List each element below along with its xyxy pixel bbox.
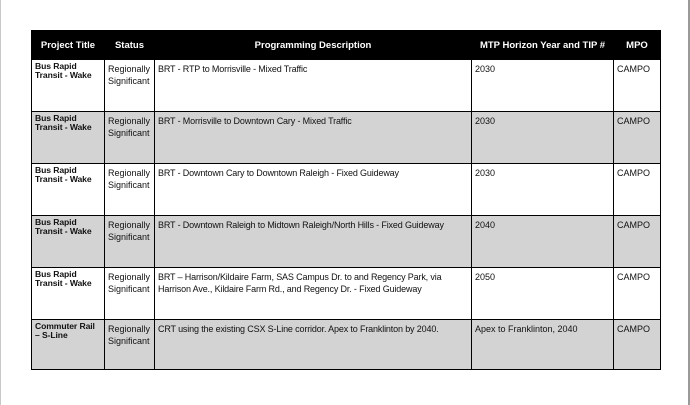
status: Regionally Significant xyxy=(108,64,151,86)
mtp-horizon: 2050 xyxy=(475,272,496,282)
project-title: Bus Rapid Transit - Wake xyxy=(35,165,92,184)
project-table xyxy=(31,30,661,370)
project-title-cell xyxy=(32,112,105,164)
status: Regionally Significant xyxy=(108,220,151,242)
project-title: Bus Rapid Transit - Wake xyxy=(35,269,92,288)
project-title: Bus Rapid Transit - Wake xyxy=(35,61,92,80)
mpo-cell xyxy=(614,164,661,216)
mtp-horizon: 2030 xyxy=(475,116,496,126)
description-cell xyxy=(155,268,472,320)
table-row xyxy=(32,268,661,320)
project-title: Commuter Rail – S-Line xyxy=(35,321,95,340)
page-edge xyxy=(0,0,1,405)
mpo-cell xyxy=(614,268,661,320)
programming-description: CRT using the existing CSX S-Line corridor. Apex to Franklinton by 2040. xyxy=(158,324,439,334)
project-title: Bus Rapid Transit - Wake xyxy=(35,113,92,132)
horizon-cell xyxy=(472,216,614,268)
status-cell xyxy=(105,60,155,112)
programming-description: BRT - Downtown Raleigh to Midtown Raleigh/North Hills - Fixed Guideway xyxy=(158,220,444,230)
mpo: CAMPO xyxy=(617,168,651,178)
description-cell xyxy=(155,216,472,268)
table-row xyxy=(32,164,661,216)
horizon-cell xyxy=(472,164,614,216)
project-title-cell xyxy=(32,60,105,112)
project-title-cell xyxy=(32,216,105,268)
status-cell xyxy=(105,320,155,370)
status-cell xyxy=(105,164,155,216)
project-title-cell xyxy=(32,164,105,216)
mpo-cell xyxy=(614,216,661,268)
project-title-cell xyxy=(32,320,105,370)
horizon-cell xyxy=(472,320,614,370)
description-cell xyxy=(155,112,472,164)
table-row xyxy=(32,60,661,112)
mtp-horizon: 2030 xyxy=(475,168,496,178)
programming-description: BRT – Harrison/Kildaire Farm, SAS Campus Dr. to and Regency Park, via Harrison Ave., Kildaire Farm Rd., and Regency Dr. - Fixed Guideway xyxy=(158,272,442,294)
status-cell xyxy=(105,112,155,164)
mpo: CAMPO xyxy=(617,272,651,282)
header-mpo: MPO xyxy=(614,31,661,60)
header-status: Status xyxy=(105,31,155,60)
mpo-cell xyxy=(614,112,661,164)
status: Regionally Significant xyxy=(108,168,151,190)
status-cell xyxy=(105,216,155,268)
mtp-horizon: Apex to Franklinton, 2040 xyxy=(475,324,578,334)
horizon-cell xyxy=(472,112,614,164)
horizon-cell xyxy=(472,60,614,112)
project-title: Bus Rapid Transit - Wake xyxy=(35,217,92,236)
header-programming-description: Programming Description xyxy=(155,31,472,60)
mtp-horizon: 2030 xyxy=(475,64,496,74)
horizon-cell xyxy=(472,268,614,320)
programming-description: BRT - Downtown Cary to Downtown Raleigh - Fixed Guideway xyxy=(158,168,399,178)
mpo: CAMPO xyxy=(617,220,651,230)
mpo-cell xyxy=(614,60,661,112)
header-project-title: Project Title xyxy=(32,31,105,60)
table-header xyxy=(32,31,661,60)
programming-description: BRT - RTP to Morrisville - Mixed Traffic xyxy=(158,64,308,74)
status-cell xyxy=(105,268,155,320)
status: Regionally Significant xyxy=(108,324,151,346)
table-row xyxy=(32,216,661,268)
header-mtp-horizon: MTP Horizon Year and TIP # xyxy=(472,31,614,60)
description-cell xyxy=(155,164,472,216)
mpo: CAMPO xyxy=(617,324,651,334)
mpo-cell xyxy=(614,320,661,370)
status: Regionally Significant xyxy=(108,272,151,294)
status: Regionally Significant xyxy=(108,116,151,138)
mpo: CAMPO xyxy=(617,116,651,126)
description-cell xyxy=(155,320,472,370)
mpo: CAMPO xyxy=(617,64,651,74)
project-title-cell xyxy=(32,268,105,320)
description-cell xyxy=(155,60,472,112)
table-row xyxy=(32,112,661,164)
programming-description: BRT - Morrisville to Downtown Cary - Mixed Traffic xyxy=(158,116,352,126)
mtp-horizon: 2040 xyxy=(475,220,496,230)
table-body xyxy=(32,60,661,370)
header-row xyxy=(32,31,661,60)
table-row xyxy=(32,320,661,370)
